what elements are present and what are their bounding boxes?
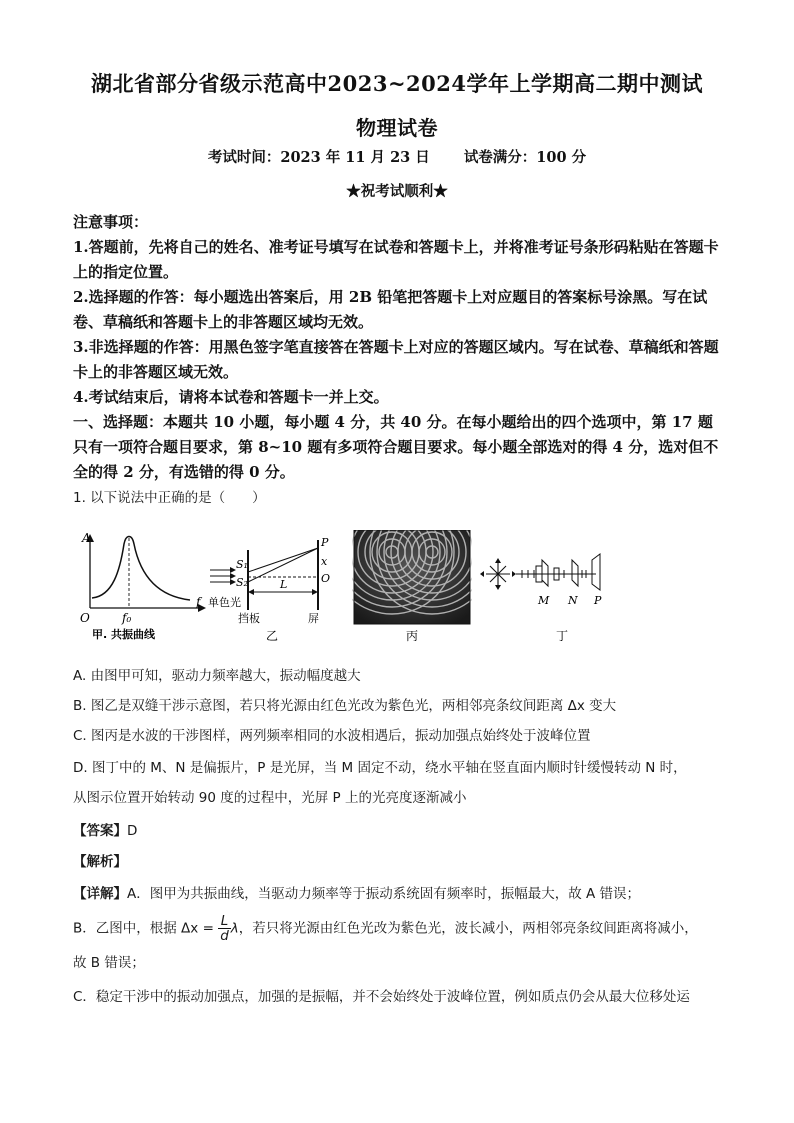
M-label: M bbox=[538, 594, 550, 607]
option-c: C. 图丙是水波的干涉图样，两列频率相同的水波相遇后，振动加强点始终处于波峰位置 bbox=[73, 728, 591, 744]
figure-ding-caption: 丁 bbox=[556, 629, 569, 643]
axis-y-label: A bbox=[82, 531, 91, 545]
detail-label: 【详解】 bbox=[73, 886, 127, 902]
section1-intro: 一、选择题：本题共 10 小题，每小题 4 分，共 40 分。在每小题给出的四个选项中，第 17 题只有一项符合题目要求，第 8~10 题有多项符合题目要求。每小题全部选对的得 4 分，选对但不全的得 2 分，有选错的得 0 分。 bbox=[73, 413, 719, 481]
note-item-2: 2.选择题的作答：每小题选出答案后，用 2B 铅笔把答题卡上对应题目的答案标号涂黑。写在试卷、草稿纸和答题卡上的非答题区域均无效。 bbox=[73, 288, 708, 331]
option-d-line1: D. 图丁中的 M、N 是偏振片，P 是光屏，当 M 固定不动，绕水平轴在竖直面内顺时针缓慢转动 N 时， bbox=[73, 760, 687, 776]
L-label: L bbox=[280, 578, 288, 591]
full-score: 试卷满分：100 分 bbox=[463, 149, 587, 166]
exam-time: 考试时间：2023 年 11 月 23 日 bbox=[207, 149, 430, 166]
fraction-numerator: L bbox=[218, 914, 231, 929]
notes-heading: 注意事项： bbox=[73, 213, 149, 231]
answer-line bbox=[73, 820, 723, 842]
answer-label: 【答案】 bbox=[73, 823, 127, 839]
fraction-l-over-d bbox=[218, 914, 231, 943]
light-label: 单色光 bbox=[208, 596, 241, 609]
note-item-4: 4.考试结束后，请将本试卷和答题卡一并上交。 bbox=[73, 388, 389, 406]
x-label: x bbox=[321, 555, 328, 568]
figure-yi bbox=[208, 530, 338, 645]
figure-bing bbox=[352, 530, 472, 645]
s1-label: S₁ bbox=[236, 558, 248, 571]
fraction-denominator: d bbox=[220, 928, 229, 944]
origin-label: O bbox=[80, 611, 90, 625]
detail-a: A．图甲为共振曲线，当驱动力频率等于振动系统固有频率时，振幅最大，故 A 错误； bbox=[127, 886, 641, 902]
exam-subtitle: 物理试卷 bbox=[356, 116, 438, 140]
detail-b-line2: 故 B 错误； bbox=[73, 955, 145, 971]
baffle-label: 挡板 bbox=[238, 612, 260, 625]
resonance-curve-diagram bbox=[78, 530, 208, 645]
f0-label: f₀ bbox=[122, 611, 132, 625]
figure-ding bbox=[478, 530, 628, 645]
option-a: A. 由图甲可知，驱动力频率越大，振动幅度越大 bbox=[73, 668, 361, 684]
exam-title: 湖北省部分省级示范高中2023~2024学年上学期高二期中测试 bbox=[91, 71, 703, 96]
analysis-label: 【解析】 bbox=[73, 854, 127, 870]
note-item-3: 3.非选择题的作答：用黑色签字笔直接答在答题卡上对应的答题区域内。写在试卷、草稿纸和答题卡上的非答题区域无效。 bbox=[73, 338, 719, 381]
detail-b-post: ，若只将光源由红色光改为紫色光，波长减小，两相邻亮条纹间距离将减小， bbox=[238, 920, 698, 937]
exam-meta bbox=[0, 146, 794, 167]
s2-label: S₂ bbox=[236, 576, 248, 589]
detail-b-line bbox=[73, 914, 723, 943]
option-b: B. 图乙是双缝干涉示意图，若只将光源由红色光改为紫色光，两相邻亮条纹间距离 Δx 变大 bbox=[73, 698, 617, 714]
P-label: P bbox=[321, 536, 329, 549]
N-label: N bbox=[568, 594, 578, 607]
option-d-line2: 从图示位置开始转动 90 度的过程中，光屏 P 上的光亮度逐渐减小 bbox=[73, 790, 467, 806]
figure-jia bbox=[78, 530, 208, 645]
wish-line: ★祝考试顺利★ bbox=[346, 183, 448, 200]
lambda-symbol: λ bbox=[230, 920, 239, 937]
detail-b-pre: B．乙图中，根据 Δx = bbox=[73, 920, 214, 937]
note-item-1: 1.答题前，先将自己的姓名、准考证号填写在试卷和答题卡上，并将准考证号条形码粘贴在答题卡上的指定位置。 bbox=[73, 238, 719, 281]
q1-stem: 1. 以下说法中正确的是（ ） bbox=[73, 490, 266, 506]
polarizer-diagram bbox=[478, 530, 628, 645]
detail-c-line: C．稳定干涉中的振动加强点，加强的是振幅，并不会始终处于波峰位置，例如质点仍会从最大位移处运 bbox=[73, 989, 690, 1005]
axis-x-label: f bbox=[196, 595, 201, 609]
water-wave-interference-photo bbox=[352, 530, 472, 645]
answer-value: D bbox=[127, 823, 138, 839]
screen-label: 屏 bbox=[308, 612, 319, 625]
figure-bing-caption: 丙 bbox=[406, 629, 419, 643]
figure-jia-caption: 甲. 共振曲线 bbox=[92, 628, 156, 641]
P-screen-label: P bbox=[594, 594, 602, 607]
figure-yi-caption: 乙 bbox=[266, 629, 279, 643]
detail-a-line bbox=[73, 883, 723, 905]
double-slit-diagram bbox=[208, 530, 338, 645]
O-label: O bbox=[321, 572, 331, 585]
